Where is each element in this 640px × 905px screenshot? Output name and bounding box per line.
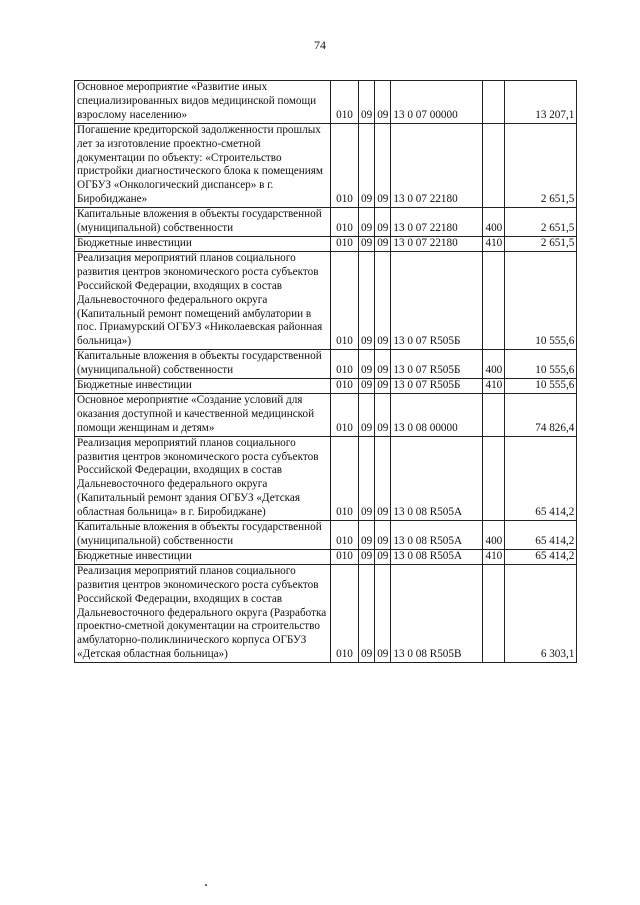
expense-type-code xyxy=(483,436,505,520)
amount: 2 651,5 xyxy=(505,236,577,251)
row-name: Бюджетные инвестиции xyxy=(75,379,331,394)
section-code: 09 xyxy=(359,81,375,124)
ved-code: 010 xyxy=(331,521,359,550)
expense-type-code xyxy=(483,81,505,124)
amount: 2 651,5 xyxy=(505,123,577,207)
target-article-code: 13 0 07 22180 xyxy=(391,236,483,251)
table-row xyxy=(75,393,577,436)
row-name: Основное мероприятие «Развитие иных специализированных видов медицинской помощи взрослому населению» xyxy=(75,81,331,124)
table-row xyxy=(75,521,577,550)
row-name: Бюджетные инвестиции xyxy=(75,236,331,251)
target-article-code: 13 0 08 R505А xyxy=(391,436,483,520)
row-name: Реализация мероприятий планов социального развития центров экономического роста субъектов Российской Федерации, входящих в состав Дальневосточного федерального округа (Разработка проектно-сметной документации на строительство амбулаторно-поликлинического корпуса ОГБУЗ «Детская областная больница») xyxy=(75,564,331,662)
amount: 10 555,6 xyxy=(505,251,577,349)
row-name: Капитальные вложения в объекты государственной (муниципальной) собственности xyxy=(75,208,331,237)
section-code: 09 xyxy=(359,379,375,394)
section-code: 09 xyxy=(359,393,375,436)
amount: 65 414,2 xyxy=(505,521,577,550)
section-code: 09 xyxy=(359,564,375,662)
target-article-code: 13 0 07 R505Б xyxy=(391,350,483,379)
amount: 6 303,1 xyxy=(505,564,577,662)
expense-type-code xyxy=(483,393,505,436)
expense-type-code xyxy=(483,564,505,662)
section-code: 09 xyxy=(359,251,375,349)
expense-type-code: 400 xyxy=(483,350,505,379)
expense-type-code: 410 xyxy=(483,549,505,564)
subsection-code: 09 xyxy=(375,208,391,237)
subsection-code: 09 xyxy=(375,379,391,394)
table-row xyxy=(75,236,577,251)
expense-type-code: 410 xyxy=(483,379,505,394)
section-code: 09 xyxy=(359,236,375,251)
ved-code: 010 xyxy=(331,350,359,379)
ved-code: 010 xyxy=(331,436,359,520)
target-article-code: 13 0 07 R505Б xyxy=(391,251,483,349)
amount: 2 651,5 xyxy=(505,208,577,237)
amount: 65 414,2 xyxy=(505,436,577,520)
ved-code: 010 xyxy=(331,251,359,349)
row-name: Бюджетные инвестиции xyxy=(75,549,331,564)
row-name: Капитальные вложения в объекты государственной (муниципальной) собственности xyxy=(75,521,331,550)
ved-code: 010 xyxy=(331,564,359,662)
ved-code: 010 xyxy=(331,208,359,237)
target-article-code: 13 0 07 22180 xyxy=(391,208,483,237)
row-name: Погашение кредиторской задолженности прошлых лет за изготовление проектно-сметной документации по объекту: «Строительство пристройки диагностического блока к помещениям ОГБУЗ «Онкологический диспансер» в г. Биробиджане» xyxy=(75,123,331,207)
table-row xyxy=(75,350,577,379)
subsection-code: 09 xyxy=(375,236,391,251)
section-code: 09 xyxy=(359,521,375,550)
target-article-code: 13 0 08 00000 xyxy=(391,393,483,436)
table-row xyxy=(75,251,577,349)
subsection-code: 09 xyxy=(375,393,391,436)
expense-type-code: 400 xyxy=(483,208,505,237)
table-row xyxy=(75,123,577,207)
section-code: 09 xyxy=(359,208,375,237)
subsection-code: 09 xyxy=(375,436,391,520)
subsection-code: 09 xyxy=(375,350,391,379)
table-row xyxy=(75,549,577,564)
subsection-code: 09 xyxy=(375,521,391,550)
target-article-code: 13 0 07 R505Б xyxy=(391,379,483,394)
amount: 10 555,6 xyxy=(505,379,577,394)
table-row xyxy=(75,208,577,237)
section-code: 09 xyxy=(359,549,375,564)
table-row xyxy=(75,564,577,662)
target-article-code: 13 0 07 00000 xyxy=(391,81,483,124)
ved-code: 010 xyxy=(331,393,359,436)
budget-table xyxy=(74,80,577,663)
subsection-code: 09 xyxy=(375,549,391,564)
table-row xyxy=(75,379,577,394)
ved-code: 010 xyxy=(331,549,359,564)
subsection-code: 09 xyxy=(375,81,391,124)
amount: 10 555,6 xyxy=(505,350,577,379)
ved-code: 010 xyxy=(331,379,359,394)
target-article-code: 13 0 07 22180 xyxy=(391,123,483,207)
subsection-code: 09 xyxy=(375,251,391,349)
section-code: 09 xyxy=(359,123,375,207)
target-article-code: 13 0 08 R505А xyxy=(391,521,483,550)
amount: 13 207,1 xyxy=(505,81,577,124)
expense-type-code: 410 xyxy=(483,236,505,251)
subsection-code: 09 xyxy=(375,564,391,662)
target-article-code: 13 0 08 R505А xyxy=(391,549,483,564)
expense-type-code xyxy=(483,251,505,349)
ved-code: 010 xyxy=(331,236,359,251)
target-article-code: 13 0 08 R505В xyxy=(391,564,483,662)
table-row xyxy=(75,81,577,124)
row-name: Капитальные вложения в объекты государственной (муниципальной) собственности xyxy=(75,350,331,379)
amount: 74 826,4 xyxy=(505,393,577,436)
section-code: 09 xyxy=(359,350,375,379)
section-code: 09 xyxy=(359,436,375,520)
ved-code: 010 xyxy=(331,123,359,207)
scan-speck xyxy=(205,884,207,886)
row-name: Реализация мероприятий планов социального развития центров экономического роста субъектов Российской Федерации, входящих в состав Дальневосточного федерального округа (Капитальный ремонт здания ОГБУЗ «Детская областная больница» в г. Биробиджане) xyxy=(75,436,331,520)
expense-type-code xyxy=(483,123,505,207)
row-name: Реализация мероприятий планов социального развития центров экономического роста субъектов Российской Федерации, входящих в состав Дальневосточного федерального округа (Капитальный ремонт помещений амбулатории в пос. Приамурский ОГБУЗ «Николаевская районная больница») xyxy=(75,251,331,349)
budget-table-body xyxy=(75,81,577,663)
row-name: Основное мероприятие «Создание условий для оказания доступной и качественной медицинской помощи женщинам и детям» xyxy=(75,393,331,436)
expense-type-code: 400 xyxy=(483,521,505,550)
page-number: 74 xyxy=(314,38,326,52)
table-row xyxy=(75,436,577,520)
amount: 65 414,2 xyxy=(505,549,577,564)
subsection-code: 09 xyxy=(375,123,391,207)
ved-code: 010 xyxy=(331,81,359,124)
